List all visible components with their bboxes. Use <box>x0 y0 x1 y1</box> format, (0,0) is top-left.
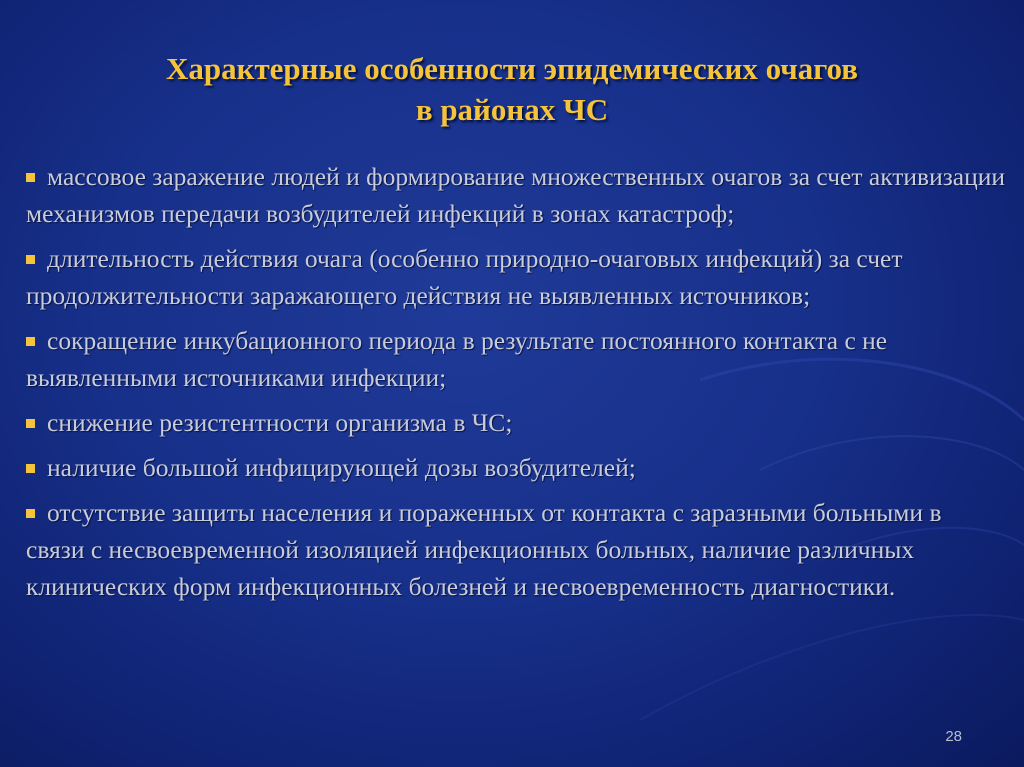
slide-title <box>0 48 1024 130</box>
slide-title-line-1: Характерные особенности эпидемических очагов <box>165 51 859 86</box>
list-item <box>26 240 1006 314</box>
list-item-text: снижение резистентности организма в ЧС; <box>47 408 513 437</box>
square-bullet-icon <box>26 337 35 346</box>
slide-title-line-2: в районах ЧС <box>415 92 609 127</box>
list-item-text: сокращение инкубационного периода в результате постоянного контакта с не выявленными источниками инфекции; <box>26 326 888 392</box>
list-item <box>26 494 1006 605</box>
square-bullet-icon <box>26 255 35 264</box>
list-item <box>26 449 1006 486</box>
list-item-text: наличие большой инфицирующей дозы возбудителей; <box>47 453 636 482</box>
list-item <box>26 404 1006 441</box>
square-bullet-icon <box>26 464 35 473</box>
list-item <box>26 322 1006 396</box>
square-bullet-icon <box>26 509 35 518</box>
square-bullet-icon <box>26 419 35 428</box>
list-item-text: длительность действия очага (особенно природно-очаговых инфекций) за счет продолжительности заражающего действия не выявленных источников; <box>26 244 903 310</box>
list-item-text: отсутствие защиты населения и пораженных от контакта с заразными больными в связи с несвоевременной изоляцией инфекционных больных, наличие различных клинических форм инфекционных болезней и несвоевременность диагностики. <box>26 498 942 601</box>
list-item-text: массовое заражение людей и формирование множественных очагов за счет активизации механизмов передачи возбудителей инфекций в зонах катастроф; <box>26 162 1006 228</box>
bullet-list <box>26 158 1006 613</box>
list-item <box>26 158 1006 232</box>
page-number: 28 <box>945 728 962 745</box>
square-bullet-icon <box>26 173 35 182</box>
